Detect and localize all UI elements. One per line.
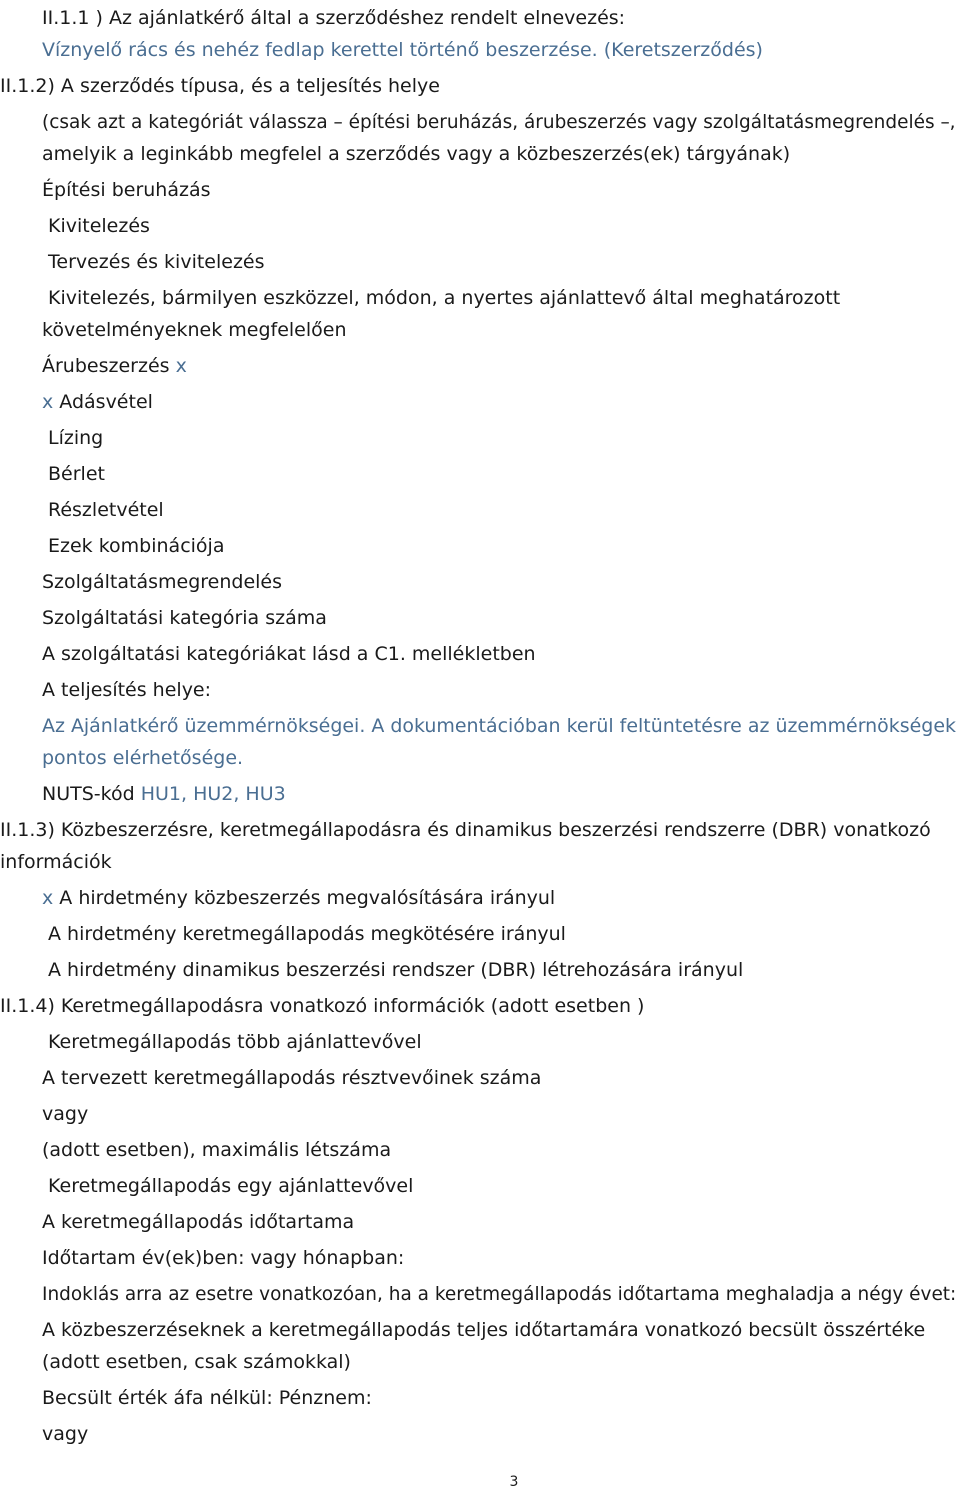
max-participants: (adott esetben), maximális létszáma bbox=[42, 1139, 392, 1161]
option-tobb-ajanlattevovel: Keretmegállapodás több ajánlattevővel bbox=[48, 1031, 422, 1053]
justification-text: Indoklás arra az esetre vonatkozóan, ha a keretmegállapodás időtartama meghaladja a négy évet: bbox=[42, 1283, 957, 1305]
option-hirdetmeny-kozbeszerzes bbox=[42, 886, 555, 910]
option-egy-ajanlattevovel: Keretmegállapodás egy ajánlattevővel bbox=[48, 1175, 414, 1197]
contract-name: Víznyelő rács és nehéz fedlap kerettel történő beszerzése. (Keretszerződés) bbox=[42, 39, 763, 61]
option-adasvetel-label: Adásvétel bbox=[59, 391, 153, 413]
option-szolgaltatasmegrendeles: Szolgáltatásmegrendelés bbox=[42, 571, 283, 593]
section-heading-1-1-3-cont: információk bbox=[0, 851, 112, 873]
section-heading-1-1-2: II.1.2) A szerződés típusa, és a teljesítés helye bbox=[0, 75, 440, 97]
option-hirdetmeny-dbr: A hirdetmény dinamikus beszerzési rendszer (DBR) létrehozására irányul bbox=[48, 959, 744, 981]
or-text-2: vagy bbox=[42, 1423, 89, 1445]
kozbeszerzes-check-mark: x bbox=[42, 887, 54, 909]
option-epitesi-beruhazas: Építési beruházás bbox=[42, 179, 211, 201]
option-kivitelezes: Kivitelezés bbox=[48, 215, 150, 237]
service-category-number: Szolgáltatási kategória száma bbox=[42, 607, 327, 629]
option-hirdetmeny-keretmegallapodas: A hirdetmény keretmegállapodás megkötésére irányul bbox=[48, 923, 566, 945]
option-lizing: Lízing bbox=[48, 427, 104, 449]
option-adasvetel bbox=[42, 390, 153, 414]
section-heading-1-1-1: II.1.1 ) Az ajánlatkérő által a szerződéshez rendelt elnevezés: bbox=[42, 7, 626, 29]
nuts-code-value: HU1, HU2, HU3 bbox=[140, 783, 286, 805]
adasvetel-check-mark: x bbox=[42, 391, 54, 413]
estimated-total-value: A közbeszerzéseknek a keretmegállapodás teljes időtartamára vonatkozó becsült összértéke bbox=[42, 1319, 926, 1341]
place-of-performance-value-cont: pontos elérhetősége. bbox=[42, 747, 244, 769]
option-kivitelezes-barmilyen: Kivitelezés, bármilyen eszközzel, módon, a nyertes ajánlattevő által meghatározott bbox=[48, 287, 841, 309]
option-reszletvetel: Részletvétel bbox=[48, 499, 164, 521]
option-berlet: Bérlet bbox=[48, 463, 105, 485]
duration-years-months: Időtartam év(ek)ben: vagy hónapban: bbox=[42, 1247, 405, 1269]
option-tervezes-es-kivitelezes: Tervezés és kivitelezés bbox=[48, 251, 265, 273]
instruction-text-1: (csak azt a kategóriát válassza – építési beruházás, árubeszerzés vagy szolgáltatásmegrendelés –, bbox=[42, 111, 956, 133]
estimated-total-value-note: (adott esetben, csak számokkal) bbox=[42, 1351, 351, 1373]
option-kivitelezes-barmilyen-cont: követelményeknek megfelelően bbox=[42, 319, 347, 341]
page-number: 3 bbox=[509, 1474, 519, 1490]
section-heading-1-1-4: II.1.4) Keretmegállapodásra vonatkozó információk (adott esetben ) bbox=[0, 995, 645, 1017]
place-of-performance-label: A teljesítés helye: bbox=[42, 679, 212, 701]
section-heading-1-1-3: II.1.3) Közbeszerzésre, keretmegállapodásra és dinamikus beszerzési rendszerre (DBR) vonatkozó bbox=[0, 819, 931, 841]
nuts-code bbox=[42, 782, 286, 806]
option-ezek-kombinacioja: Ezek kombinációja bbox=[48, 535, 225, 557]
option-arubeszerzes bbox=[42, 354, 187, 378]
option-arubeszerzes-label: Árubeszerzés bbox=[42, 355, 170, 377]
nuts-code-label: NUTS-kód bbox=[42, 783, 135, 805]
planned-participants: A tervezett keretmegállapodás résztvevőinek száma bbox=[42, 1067, 542, 1089]
estimated-value-currency: Becsült érték áfa nélkül: Pénznem: bbox=[42, 1387, 372, 1409]
place-of-performance-value: Az Ajánlatkérő üzemmérnökségei. A dokumentációban kerül feltüntetésre az üzemmérnökségek bbox=[42, 715, 956, 737]
option-hirdetmeny-kozbeszerzes-label: A hirdetmény közbeszerzés megvalósítására irányul bbox=[59, 887, 556, 909]
service-category-note: A szolgáltatási kategóriákat lásd a C1. mellékletben bbox=[42, 643, 536, 665]
arubeszerzes-check-mark: x bbox=[175, 355, 187, 377]
instruction-text-2: amelyik a leginkább megfelel a szerződés vagy a közbeszerzés(ek) tárgyának) bbox=[42, 143, 791, 165]
framework-duration: A keretmegállapodás időtartama bbox=[42, 1211, 355, 1233]
or-text-1: vagy bbox=[42, 1103, 89, 1125]
